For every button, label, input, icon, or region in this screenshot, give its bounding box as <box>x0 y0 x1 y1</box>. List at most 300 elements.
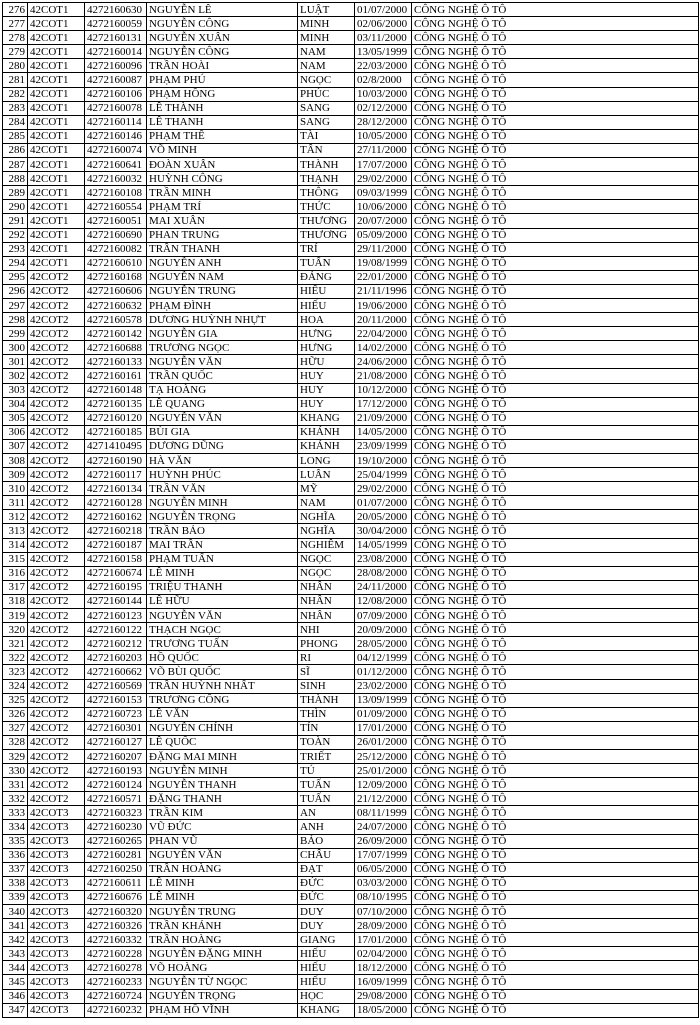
table-row <box>3 355 699 369</box>
major-cell: CÔNG NGHỆ Ô TÔ <box>412 623 699 637</box>
row-number-cell: 313 <box>3 524 28 538</box>
birth-date-cell: 26/09/2000 <box>355 834 412 848</box>
birth-date-cell: 07/10/2000 <box>355 905 412 919</box>
student-id-cell: 4272160606 <box>85 284 147 298</box>
table-row <box>3 468 699 482</box>
family-name-cell: TRẦN HOÀNG <box>147 862 298 876</box>
given-name-cell: HƯNG <box>298 341 355 355</box>
family-name-cell: NGUYỄN VĂN <box>147 411 298 425</box>
student-id-cell: 4272160230 <box>85 820 147 834</box>
family-name-cell: LÊ QUANG <box>147 397 298 411</box>
class-code-cell: 42COT2 <box>28 665 85 679</box>
major-cell: CÔNG NGHỆ Ô TÔ <box>412 256 699 270</box>
family-name-cell: LÊ THÀNH <box>147 101 298 115</box>
table-row <box>3 764 699 778</box>
class-code-cell: 42COT3 <box>28 820 85 834</box>
major-cell: CÔNG NGHỆ Ô TÔ <box>412 764 699 778</box>
given-name-cell: THÔNG <box>298 186 355 200</box>
student-id-cell: 4272160676 <box>85 890 147 904</box>
row-number-cell: 317 <box>3 580 28 594</box>
given-name-cell: KHANG <box>298 411 355 425</box>
given-name-cell: SĨ <box>298 665 355 679</box>
birth-date-cell: 23/02/2000 <box>355 679 412 693</box>
table-row <box>3 101 699 115</box>
birth-date-cell: 21/11/1996 <box>355 284 412 298</box>
row-number-cell: 303 <box>3 383 28 397</box>
row-number-cell: 319 <box>3 609 28 623</box>
student-id-cell: 4272160134 <box>85 482 147 496</box>
major-cell: CÔNG NGHỆ Ô TÔ <box>412 115 699 129</box>
row-number-cell: 318 <box>3 594 28 608</box>
row-number-cell: 338 <box>3 876 28 890</box>
family-name-cell: ĐẶNG THANH <box>147 792 298 806</box>
given-name-cell: HIẾU <box>298 298 355 312</box>
birth-date-cell: 21/08/2000 <box>355 369 412 383</box>
table-row <box>3 59 699 73</box>
family-name-cell: TRƯƠNG CÔNG <box>147 693 298 707</box>
birth-date-cell: 29/08/2000 <box>355 989 412 1003</box>
birth-date-cell: 05/09/2000 <box>355 228 412 242</box>
class-code-cell: 42COT2 <box>28 313 85 327</box>
student-id-cell: 4272160233 <box>85 975 147 989</box>
class-code-cell: 42COT2 <box>28 693 85 707</box>
table-row <box>3 792 699 806</box>
student-id-cell: 4272160168 <box>85 270 147 284</box>
family-name-cell: THẠCH NGỌC <box>147 623 298 637</box>
given-name-cell: NHÂN <box>298 580 355 594</box>
given-name-cell: THÀNH <box>298 158 355 172</box>
student-id-cell: 4272160096 <box>85 59 147 73</box>
given-name-cell: ĐỨC <box>298 890 355 904</box>
birth-date-cell: 01/07/2000 <box>355 496 412 510</box>
given-name-cell: THÌN <box>298 707 355 721</box>
row-number-cell: 312 <box>3 510 28 524</box>
given-name-cell: ĐẢNG <box>298 270 355 284</box>
row-number-cell: 320 <box>3 623 28 637</box>
birth-date-cell: 20/11/2000 <box>355 313 412 327</box>
birth-date-cell: 01/12/2000 <box>355 665 412 679</box>
birth-date-cell: 14/05/1999 <box>355 538 412 552</box>
row-number-cell: 329 <box>3 749 28 763</box>
given-name-cell: HUY <box>298 383 355 397</box>
family-name-cell: DƯƠNG HUỲNH NHỰT <box>147 313 298 327</box>
student-id-cell: 4272160193 <box>85 764 147 778</box>
family-name-cell: LÊ HỮU <box>147 594 298 608</box>
major-cell: CÔNG NGHỆ Ô TÔ <box>412 454 699 468</box>
major-cell: CÔNG NGHỆ Ô TÔ <box>412 214 699 228</box>
birth-date-cell: 13/05/1999 <box>355 45 412 59</box>
major-cell: CÔNG NGHỆ Ô TÔ <box>412 3 699 17</box>
table-row <box>3 1003 699 1017</box>
row-number-cell: 327 <box>3 721 28 735</box>
birth-date-cell: 18/05/2000 <box>355 1003 412 1017</box>
student-id-cell: 4272160569 <box>85 679 147 693</box>
major-cell: CÔNG NGHỆ Ô TÔ <box>412 228 699 242</box>
major-cell: CÔNG NGHỆ Ô TÔ <box>412 778 699 792</box>
student-id-cell: 4272160320 <box>85 905 147 919</box>
family-name-cell: LÊ MINH <box>147 566 298 580</box>
major-cell: CÔNG NGHỆ Ô TÔ <box>412 327 699 341</box>
student-id-cell: 4272160127 <box>85 735 147 749</box>
class-code-cell: 42COT2 <box>28 482 85 496</box>
row-number-cell: 310 <box>3 482 28 496</box>
student-id-cell: 4272160135 <box>85 397 147 411</box>
family-name-cell: NGUYỄN TỪ NGỌC <box>147 975 298 989</box>
table-row <box>3 242 699 256</box>
given-name-cell: TÀI <box>298 129 355 143</box>
given-name-cell: NGỌC <box>298 552 355 566</box>
table-row <box>3 87 699 101</box>
student-id-cell: 4272160108 <box>85 186 147 200</box>
student-id-cell: 4272160124 <box>85 778 147 792</box>
table-row <box>3 609 699 623</box>
major-cell: CÔNG NGHỆ Ô TÔ <box>412 665 699 679</box>
table-row <box>3 679 699 693</box>
class-code-cell: 42COT2 <box>28 749 85 763</box>
family-name-cell: TRẦN THANH <box>147 242 298 256</box>
given-name-cell: ANH <box>298 820 355 834</box>
table-row <box>3 693 699 707</box>
class-code-cell: 42COT2 <box>28 764 85 778</box>
family-name-cell: TRẦN BẢO <box>147 524 298 538</box>
student-id-cell: 4272160162 <box>85 510 147 524</box>
table-row <box>3 454 699 468</box>
given-name-cell: SANG <box>298 101 355 115</box>
given-name-cell: NHI <box>298 623 355 637</box>
birth-date-cell: 09/03/1999 <box>355 186 412 200</box>
student-id-cell: 4272160212 <box>85 637 147 651</box>
given-name-cell: THƯƠNG <box>298 228 355 242</box>
class-code-cell: 42COT2 <box>28 327 85 341</box>
family-name-cell: DƯƠNG DŨNG <box>147 439 298 453</box>
given-name-cell: PHONG <box>298 637 355 651</box>
class-code-cell: 42COT1 <box>28 214 85 228</box>
birth-date-cell: 16/09/1999 <box>355 975 412 989</box>
row-number-cell: 309 <box>3 468 28 482</box>
row-number-cell: 337 <box>3 862 28 876</box>
family-name-cell: NGUYỄN TRUNG <box>147 284 298 298</box>
family-name-cell: TRƯƠNG TUẤN <box>147 637 298 651</box>
table-row <box>3 834 699 848</box>
row-number-cell: 341 <box>3 919 28 933</box>
class-code-cell: 42COT2 <box>28 538 85 552</box>
table-row <box>3 989 699 1003</box>
table-row <box>3 327 699 341</box>
family-name-cell: MAI TRẦN <box>147 538 298 552</box>
table-row <box>3 749 699 763</box>
family-name-cell: TRẦN KHÁNH <box>147 919 298 933</box>
class-code-cell: 42COT2 <box>28 735 85 749</box>
class-code-cell: 42COT2 <box>28 454 85 468</box>
class-code-cell: 42COT1 <box>28 256 85 270</box>
family-name-cell: VÕ BÙI QUỐC <box>147 665 298 679</box>
table-row <box>3 3 699 17</box>
table-row <box>3 298 699 312</box>
table-row <box>3 580 699 594</box>
student-id-cell: 4272160014 <box>85 45 147 59</box>
class-code-cell: 42COT3 <box>28 806 85 820</box>
major-cell: CÔNG NGHỆ Ô TÔ <box>412 397 699 411</box>
given-name-cell: NGHIÊM <box>298 538 355 552</box>
major-cell: CÔNG NGHỆ Ô TÔ <box>412 1003 699 1017</box>
birth-date-cell: 17/07/1999 <box>355 848 412 862</box>
class-code-cell: 42COT2 <box>28 778 85 792</box>
birth-date-cell: 22/03/2000 <box>355 59 412 73</box>
class-code-cell: 42COT1 <box>28 101 85 115</box>
birth-date-cell: 27/11/2000 <box>355 143 412 157</box>
table-row <box>3 270 699 284</box>
family-name-cell: PHẠM HỒNG <box>147 87 298 101</box>
birth-date-cell: 20/07/2000 <box>355 214 412 228</box>
class-code-cell: 42COT1 <box>28 186 85 200</box>
family-name-cell: TRẦN QUỐC <box>147 369 298 383</box>
class-code-cell: 42COT2 <box>28 411 85 425</box>
birth-date-cell: 19/06/2000 <box>355 298 412 312</box>
family-name-cell: TRẦN HUỲNH NHẤT <box>147 679 298 693</box>
given-name-cell: KHANG <box>298 1003 355 1017</box>
table-row <box>3 73 699 87</box>
student-id-cell: 4272160114 <box>85 115 147 129</box>
table-row <box>3 566 699 580</box>
table-row <box>3 129 699 143</box>
birth-date-cell: 23/08/2000 <box>355 552 412 566</box>
row-number-cell: 295 <box>3 270 28 284</box>
birth-date-cell: 01/09/2000 <box>355 707 412 721</box>
table-row <box>3 905 699 919</box>
major-cell: CÔNG NGHỆ Ô TÔ <box>412 425 699 439</box>
major-cell: CÔNG NGHỆ Ô TÔ <box>412 876 699 890</box>
family-name-cell: VÕ MINH <box>147 143 298 157</box>
birth-date-cell: 02/12/2000 <box>355 101 412 115</box>
family-name-cell: PHAN VŨ <box>147 834 298 848</box>
birth-date-cell: 28/09/2000 <box>355 919 412 933</box>
family-name-cell: LÊ MINH <box>147 876 298 890</box>
family-name-cell: TRẦN HOÀI <box>147 59 298 73</box>
table-row <box>3 172 699 186</box>
family-name-cell: ĐOÀN XUÂN <box>147 158 298 172</box>
major-cell: CÔNG NGHỆ Ô TÔ <box>412 905 699 919</box>
birth-date-cell: 17/01/2000 <box>355 721 412 735</box>
row-number-cell: 299 <box>3 327 28 341</box>
given-name-cell: HIẾU <box>298 975 355 989</box>
class-code-cell: 42COT1 <box>28 129 85 143</box>
student-id-cell: 4272160148 <box>85 383 147 397</box>
row-number-cell: 343 <box>3 947 28 961</box>
family-name-cell: TRIỆU THANH <box>147 580 298 594</box>
birth-date-cell: 02/8/2000 <box>355 73 412 87</box>
table-row <box>3 369 699 383</box>
table-row <box>3 890 699 904</box>
family-name-cell: NGUYỄN TRUNG <box>147 905 298 919</box>
row-number-cell: 279 <box>3 45 28 59</box>
major-cell: CÔNG NGHỆ Ô TÔ <box>412 637 699 651</box>
row-number-cell: 307 <box>3 439 28 453</box>
student-id-cell: 4272160281 <box>85 848 147 862</box>
student-id-cell: 4272160161 <box>85 369 147 383</box>
family-name-cell: HUỲNH PHÚC <box>147 468 298 482</box>
row-number-cell: 340 <box>3 905 28 919</box>
birth-date-cell: 20/09/2000 <box>355 623 412 637</box>
birth-date-cell: 07/09/2000 <box>355 609 412 623</box>
class-code-cell: 42COT2 <box>28 298 85 312</box>
birth-date-cell: 25/12/2000 <box>355 749 412 763</box>
table-row <box>3 115 699 129</box>
major-cell: CÔNG NGHỆ Ô TÔ <box>412 158 699 172</box>
class-code-cell: 42COT3 <box>28 933 85 947</box>
birth-date-cell: 12/09/2000 <box>355 778 412 792</box>
student-id-cell: 4272160301 <box>85 721 147 735</box>
birth-date-cell: 20/05/2000 <box>355 510 412 524</box>
class-code-cell: 42COT3 <box>28 961 85 975</box>
table-row <box>3 806 699 820</box>
major-cell: CÔNG NGHỆ Ô TÔ <box>412 834 699 848</box>
class-code-cell: 42COT3 <box>28 919 85 933</box>
student-id-cell: 4272160632 <box>85 298 147 312</box>
major-cell: CÔNG NGHỆ Ô TÔ <box>412 313 699 327</box>
class-code-cell: 42COT2 <box>28 552 85 566</box>
row-number-cell: 284 <box>3 115 28 129</box>
major-cell: CÔNG NGHỆ Ô TÔ <box>412 862 699 876</box>
class-code-cell: 42COT1 <box>28 200 85 214</box>
row-number-cell: 291 <box>3 214 28 228</box>
row-number-cell: 301 <box>3 355 28 369</box>
student-id-cell: 4272160203 <box>85 651 147 665</box>
row-number-cell: 331 <box>3 778 28 792</box>
row-number-cell: 334 <box>3 820 28 834</box>
student-id-cell: 4272160690 <box>85 228 147 242</box>
family-name-cell: VŨ ĐỨC <box>147 820 298 834</box>
table-row <box>3 862 699 876</box>
given-name-cell: LUẬT <box>298 3 355 17</box>
major-cell: CÔNG NGHỆ Ô TÔ <box>412 651 699 665</box>
major-cell: CÔNG NGHỆ Ô TÔ <box>412 749 699 763</box>
table-row <box>3 425 699 439</box>
major-cell: CÔNG NGHỆ Ô TÔ <box>412 242 699 256</box>
class-code-cell: 42COT2 <box>28 580 85 594</box>
given-name-cell: NGỌC <box>298 566 355 580</box>
class-code-cell: 42COT1 <box>28 59 85 73</box>
given-name-cell: DUY <box>298 905 355 919</box>
family-name-cell: PHẠM THẾ <box>147 129 298 143</box>
row-number-cell: 289 <box>3 186 28 200</box>
class-code-cell: 42COT3 <box>28 905 85 919</box>
table-row <box>3 933 699 947</box>
class-code-cell: 42COT2 <box>28 270 85 284</box>
table-row <box>3 524 699 538</box>
birth-date-cell: 17/12/2000 <box>355 397 412 411</box>
class-code-cell: 42COT1 <box>28 17 85 31</box>
family-name-cell: NGUYỄN ĐẶNG MINH <box>147 947 298 961</box>
row-number-cell: 315 <box>3 552 28 566</box>
table-row <box>3 284 699 298</box>
birth-date-cell: 02/06/2000 <box>355 17 412 31</box>
major-cell: CÔNG NGHỆ Ô TÔ <box>412 129 699 143</box>
student-id-cell: 4272160228 <box>85 947 147 961</box>
given-name-cell: TRÍ <box>298 242 355 256</box>
student-id-cell: 4272160190 <box>85 454 147 468</box>
class-code-cell: 42COT3 <box>28 989 85 1003</box>
table-row <box>3 496 699 510</box>
given-name-cell: TÚ <box>298 764 355 778</box>
given-name-cell: AN <box>298 806 355 820</box>
class-code-cell: 42COT1 <box>28 115 85 129</box>
family-name-cell: NGUYỄN MINH <box>147 764 298 778</box>
class-code-cell: 42COT2 <box>28 651 85 665</box>
family-name-cell: NGUYỄN ANH <box>147 256 298 270</box>
table-row <box>3 947 699 961</box>
major-cell: CÔNG NGHỆ Ô TÔ <box>412 369 699 383</box>
row-number-cell: 314 <box>3 538 28 552</box>
birth-date-cell: 18/12/2000 <box>355 961 412 975</box>
birth-date-cell: 03/11/2000 <box>355 31 412 45</box>
given-name-cell: NGỌC <box>298 73 355 87</box>
major-cell: CÔNG NGHỆ Ô TÔ <box>412 200 699 214</box>
major-cell: CÔNG NGHỆ Ô TÔ <box>412 735 699 749</box>
class-code-cell: 42COT1 <box>28 31 85 45</box>
student-id-cell: 4272160195 <box>85 580 147 594</box>
family-name-cell: BÙI GIA <box>147 425 298 439</box>
family-name-cell: TẠ HOÀNG <box>147 383 298 397</box>
major-cell: CÔNG NGHỆ Ô TÔ <box>412 383 699 397</box>
family-name-cell: LÊ VĂN <box>147 707 298 721</box>
birth-date-cell: 25/04/1999 <box>355 468 412 482</box>
student-id-cell: 4272160059 <box>85 17 147 31</box>
student-id-cell: 4272160082 <box>85 242 147 256</box>
class-code-cell: 42COT1 <box>28 73 85 87</box>
student-id-cell: 4272160120 <box>85 411 147 425</box>
birth-date-cell: 23/09/1999 <box>355 439 412 453</box>
given-name-cell: TUẤN <box>298 256 355 270</box>
given-name-cell: TUẤN <box>298 792 355 806</box>
student-id-cell: 4272160146 <box>85 129 147 143</box>
student-id-cell: 4272160218 <box>85 524 147 538</box>
family-name-cell: PHẠM TRÍ <box>147 200 298 214</box>
student-id-cell: 4272160232 <box>85 1003 147 1017</box>
given-name-cell: TRIẾT <box>298 749 355 763</box>
row-number-cell: 290 <box>3 200 28 214</box>
given-name-cell: RI <box>298 651 355 665</box>
table-row <box>3 31 699 45</box>
major-cell: CÔNG NGHỆ Ô TÔ <box>412 721 699 735</box>
class-code-cell: 42COT2 <box>28 369 85 383</box>
family-name-cell: HỒ QUỐC <box>147 651 298 665</box>
birth-date-cell: 10/05/2000 <box>355 129 412 143</box>
table-row <box>3 848 699 862</box>
given-name-cell: KHÁNH <box>298 439 355 453</box>
class-code-cell: 42COT1 <box>28 158 85 172</box>
family-name-cell: NGUYỄN CHÍNH <box>147 721 298 735</box>
row-number-cell: 322 <box>3 651 28 665</box>
row-number-cell: 285 <box>3 129 28 143</box>
class-code-cell: 42COT1 <box>28 242 85 256</box>
row-number-cell: 325 <box>3 693 28 707</box>
given-name-cell: DUY <box>298 919 355 933</box>
family-name-cell: NGUYỄN CÔNG <box>147 17 298 31</box>
student-id-cell: 4272160185 <box>85 425 147 439</box>
table-row <box>3 820 699 834</box>
class-code-cell: 42COT2 <box>28 397 85 411</box>
row-number-cell: 346 <box>3 989 28 1003</box>
class-code-cell: 42COT2 <box>28 594 85 608</box>
student-id-cell: 4272160131 <box>85 31 147 45</box>
given-name-cell: MỸ <box>298 482 355 496</box>
given-name-cell: NHÂN <box>298 609 355 623</box>
major-cell: CÔNG NGHỆ Ô TÔ <box>412 693 699 707</box>
family-name-cell: NGUYỄN MINH <box>147 496 298 510</box>
birth-date-cell: 28/05/2000 <box>355 637 412 651</box>
major-cell: CÔNG NGHỆ Ô TÔ <box>412 890 699 904</box>
family-name-cell: HUỲNH CÔNG <box>147 172 298 186</box>
